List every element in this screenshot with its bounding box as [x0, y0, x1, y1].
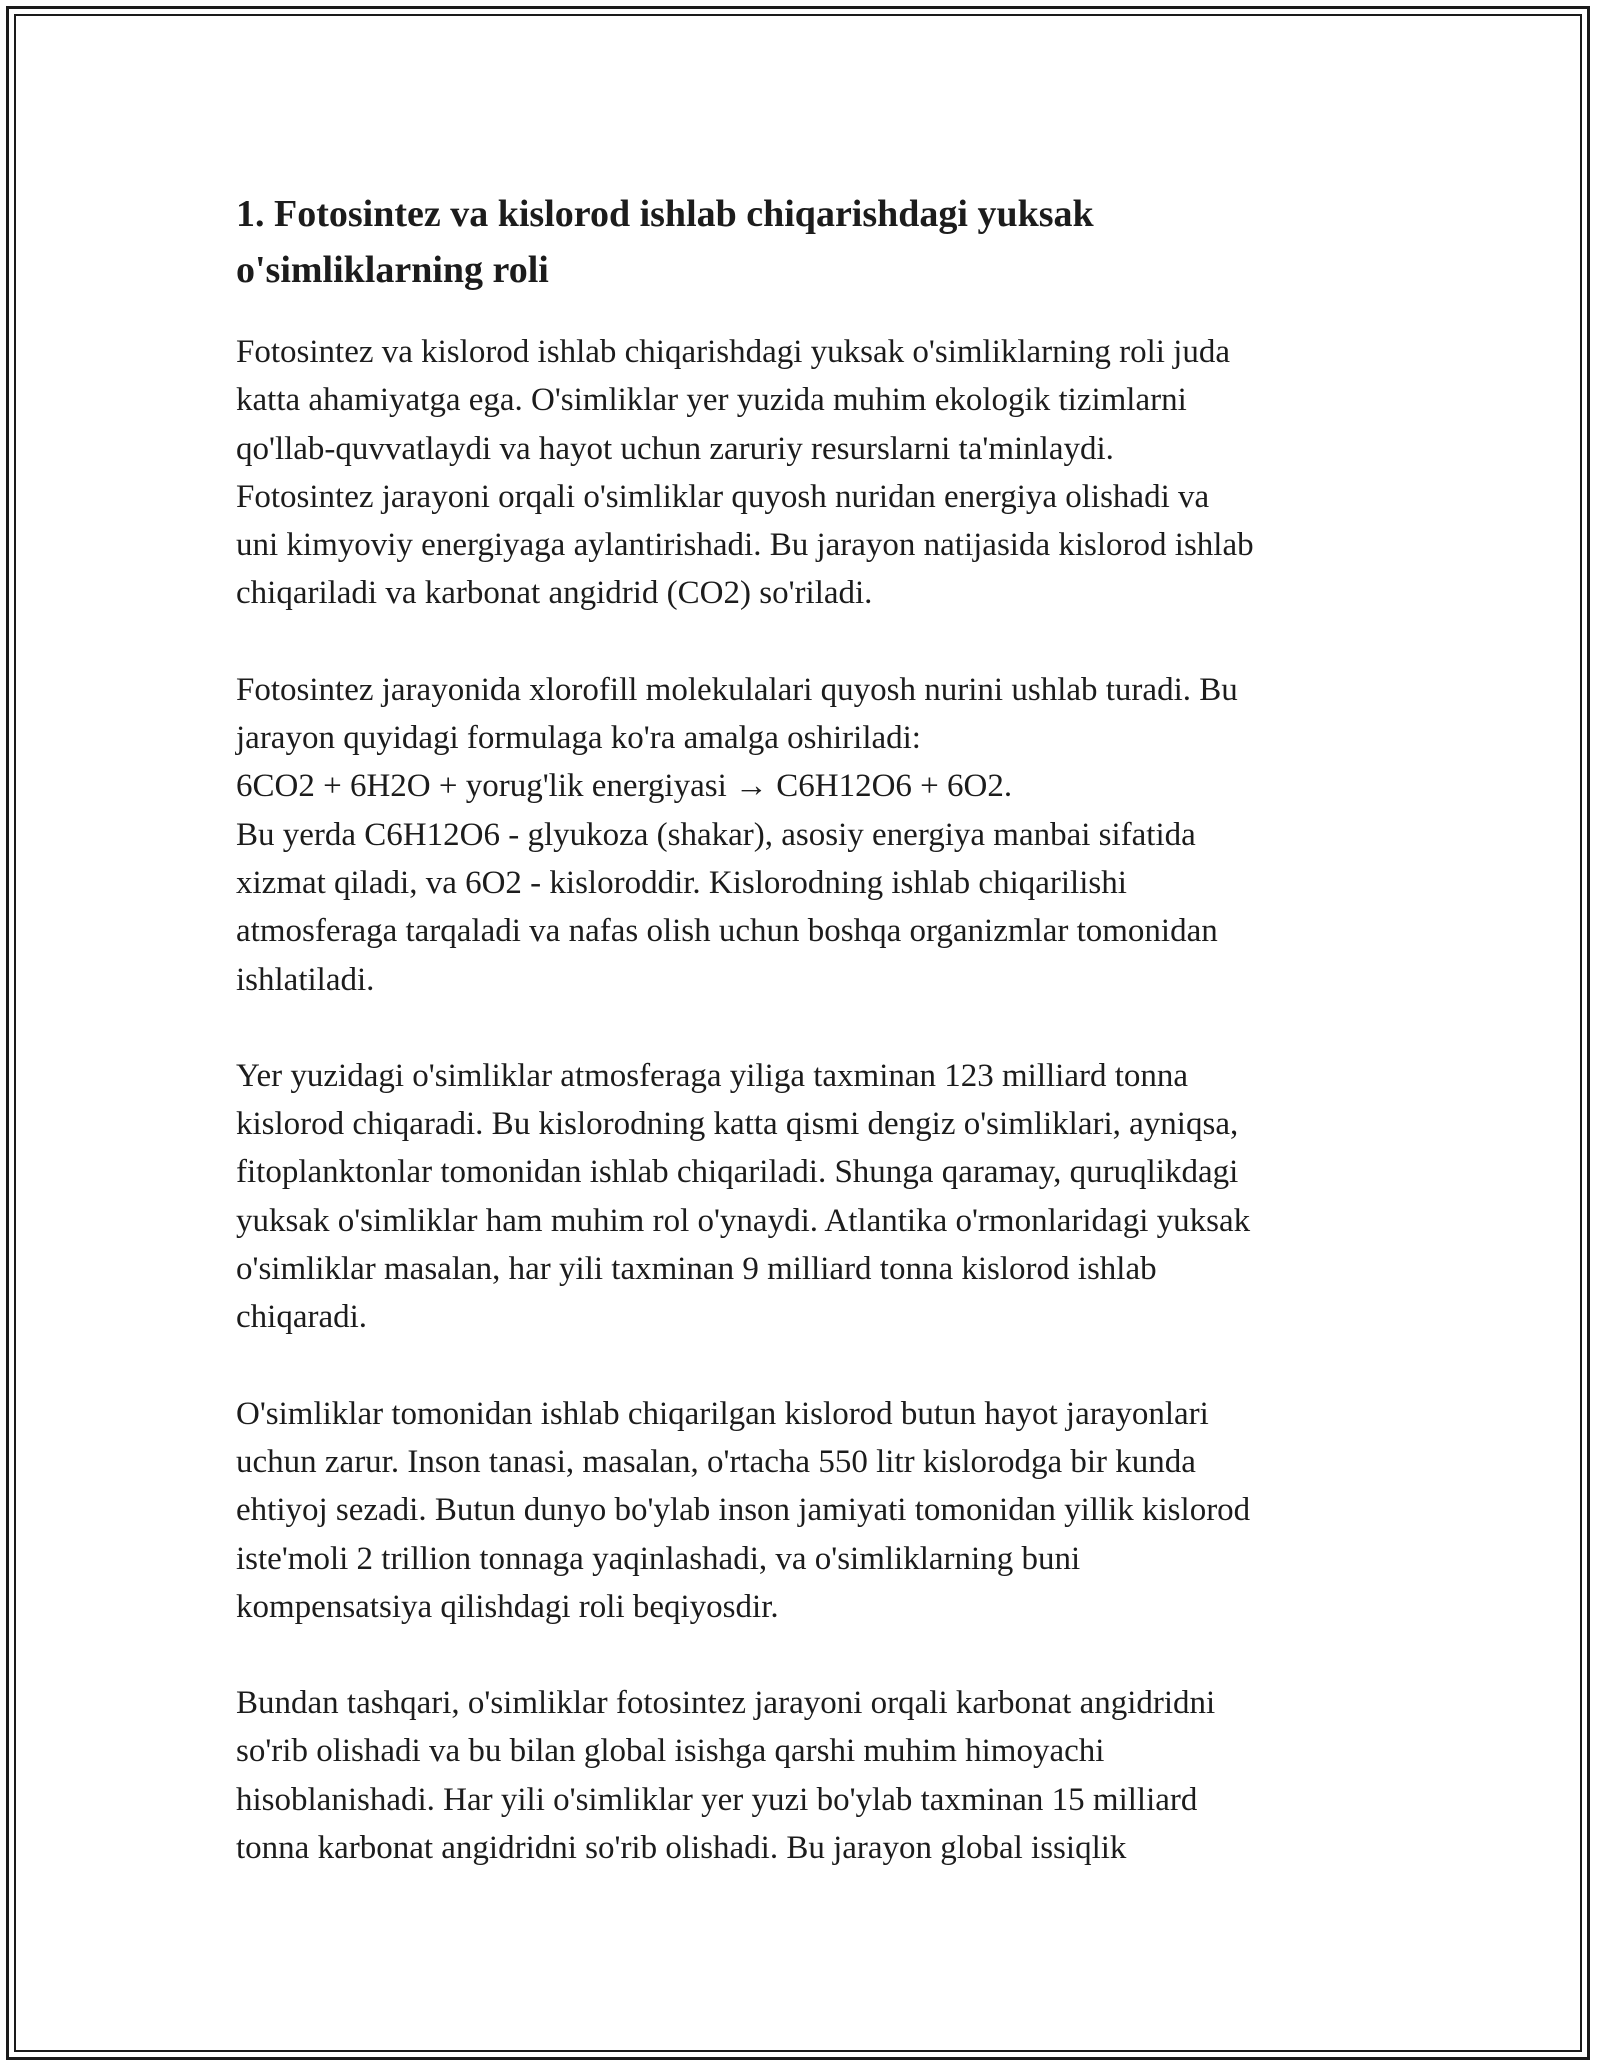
text-line: Bundan tashqari, o'simliklar fotosintez jarayoni orqali karbonat angidridni [236, 1685, 1216, 1722]
text-line: O'simliklar tomonidan ishlab chiqarilgan kislorod butun hayot jarayonlari [236, 1395, 1209, 1432]
text-line: fitoplanktonlar tomonidan ishlab chiqariladi. Shunga qaramay, quruqlikdagi [236, 1154, 1239, 1191]
text-line: jarayon quyidagi formulaga ko'ra amalga oshiriladi: [236, 720, 921, 757]
text-line: Fotosintez jarayonida xlorofill molekulalari quyosh nurini ushlab turadi. Bu [236, 671, 1238, 708]
paragraph-3 [236, 1052, 1376, 1342]
text-line: Yer yuzidagi o'simliklar atmosferaga yiliga taxminan 123 milliard tonna [236, 1057, 1189, 1094]
text-line: chiqaradi. [236, 1299, 368, 1336]
paragraph-2 [236, 666, 1376, 1004]
title-line: o'simliklarning roli [236, 249, 549, 291]
text-line: ehtiyoj sezadi. Butun dunyo bo'ylab inson jamiyati tomonidan yillik kislorod [236, 1492, 1251, 1529]
section-title [236, 186, 1376, 298]
text-line: kislorod chiqaradi. Bu kislorodning katta qismi dengiz o'simliklari, ayniqsa, [236, 1106, 1239, 1143]
text-line: qo'llab-quvvatlaydi va hayot uchun zaruriy resurslarni ta'minlaydi. [236, 430, 1114, 467]
text-line: yuksak o'simliklar ham muhim rol o'ynaydi. Atlantika o'rmonlaridagi yuksak [236, 1202, 1251, 1239]
text-line: o'simliklar masalan, har yili taxminan 9 milliard tonna kislorod ishlab [236, 1251, 1157, 1288]
text-line: uchun zarur. Inson tanasi, masalan, o'rtacha 550 litr kislorodga bir kunda [236, 1443, 1196, 1480]
text-line: iste'moli 2 trillion tonnaga yaqinlashadi, va o'simliklarning buni [236, 1540, 1081, 1577]
text-line: tonna karbonat angidridni so'rib olishadi. Bu jarayon global issiqlik [236, 1830, 1127, 1867]
text-line: so'rib olishadi va bu bilan global isishga qarshi muhim himoyachi [236, 1733, 1105, 1770]
text-line: ishlatiladi. [236, 961, 375, 998]
text-line: kompensatsiya qilishdagi roli beqiyosdir. [236, 1588, 779, 1625]
paragraph-5 [236, 1679, 1376, 1872]
text-line: xizmat qiladi, va 6O2 - kisloroddir. Kislorodning ishlab chiqarilishi [236, 864, 1127, 901]
text-line: uni kimyoviy energiyaga aylantirishadi. Bu jarayon natijasida kislorod ishlab [236, 527, 1254, 564]
text-line: Fotosintez va kislorod ishlab chiqarishdagi yuksak o'simliklarning roli juda [236, 334, 1230, 370]
document-body [236, 186, 1376, 1920]
text-line: hisoblanishadi. Har yili o'simliklar yer yuzi bo'ylab taxminan 15 milliard [236, 1781, 1198, 1818]
text-line: atmosferaga tarqaladi va nafas olish uchun boshqa organizmlar tomonidan [236, 913, 1218, 950]
title-line: 1. Fotosintez va kislorod ishlab chiqarishdagi yuksak [236, 193, 1094, 235]
formula-line: 6CO2 + 6H2O + yorug'lik energiyasi → C6H12O6 + 6O2. [236, 768, 1013, 805]
text-line: chiqariladi va karbonat angidrid (CO2) so'riladi. [236, 575, 873, 612]
paragraph-1 [236, 328, 1376, 618]
text-line: Bu yerda C6H12O6 - glyukoza (shakar), asosiy energiya manbai sifatida [236, 816, 1196, 853]
text-line: Fotosintez jarayoni orqali o'simliklar quyosh nuridan energiya olishadi va [236, 478, 1210, 515]
paragraph-4 [236, 1390, 1376, 1631]
text-line: katta ahamiyatga ega. O'simliklar yer yuzida muhim ekologik tizimlarni [236, 382, 1187, 419]
